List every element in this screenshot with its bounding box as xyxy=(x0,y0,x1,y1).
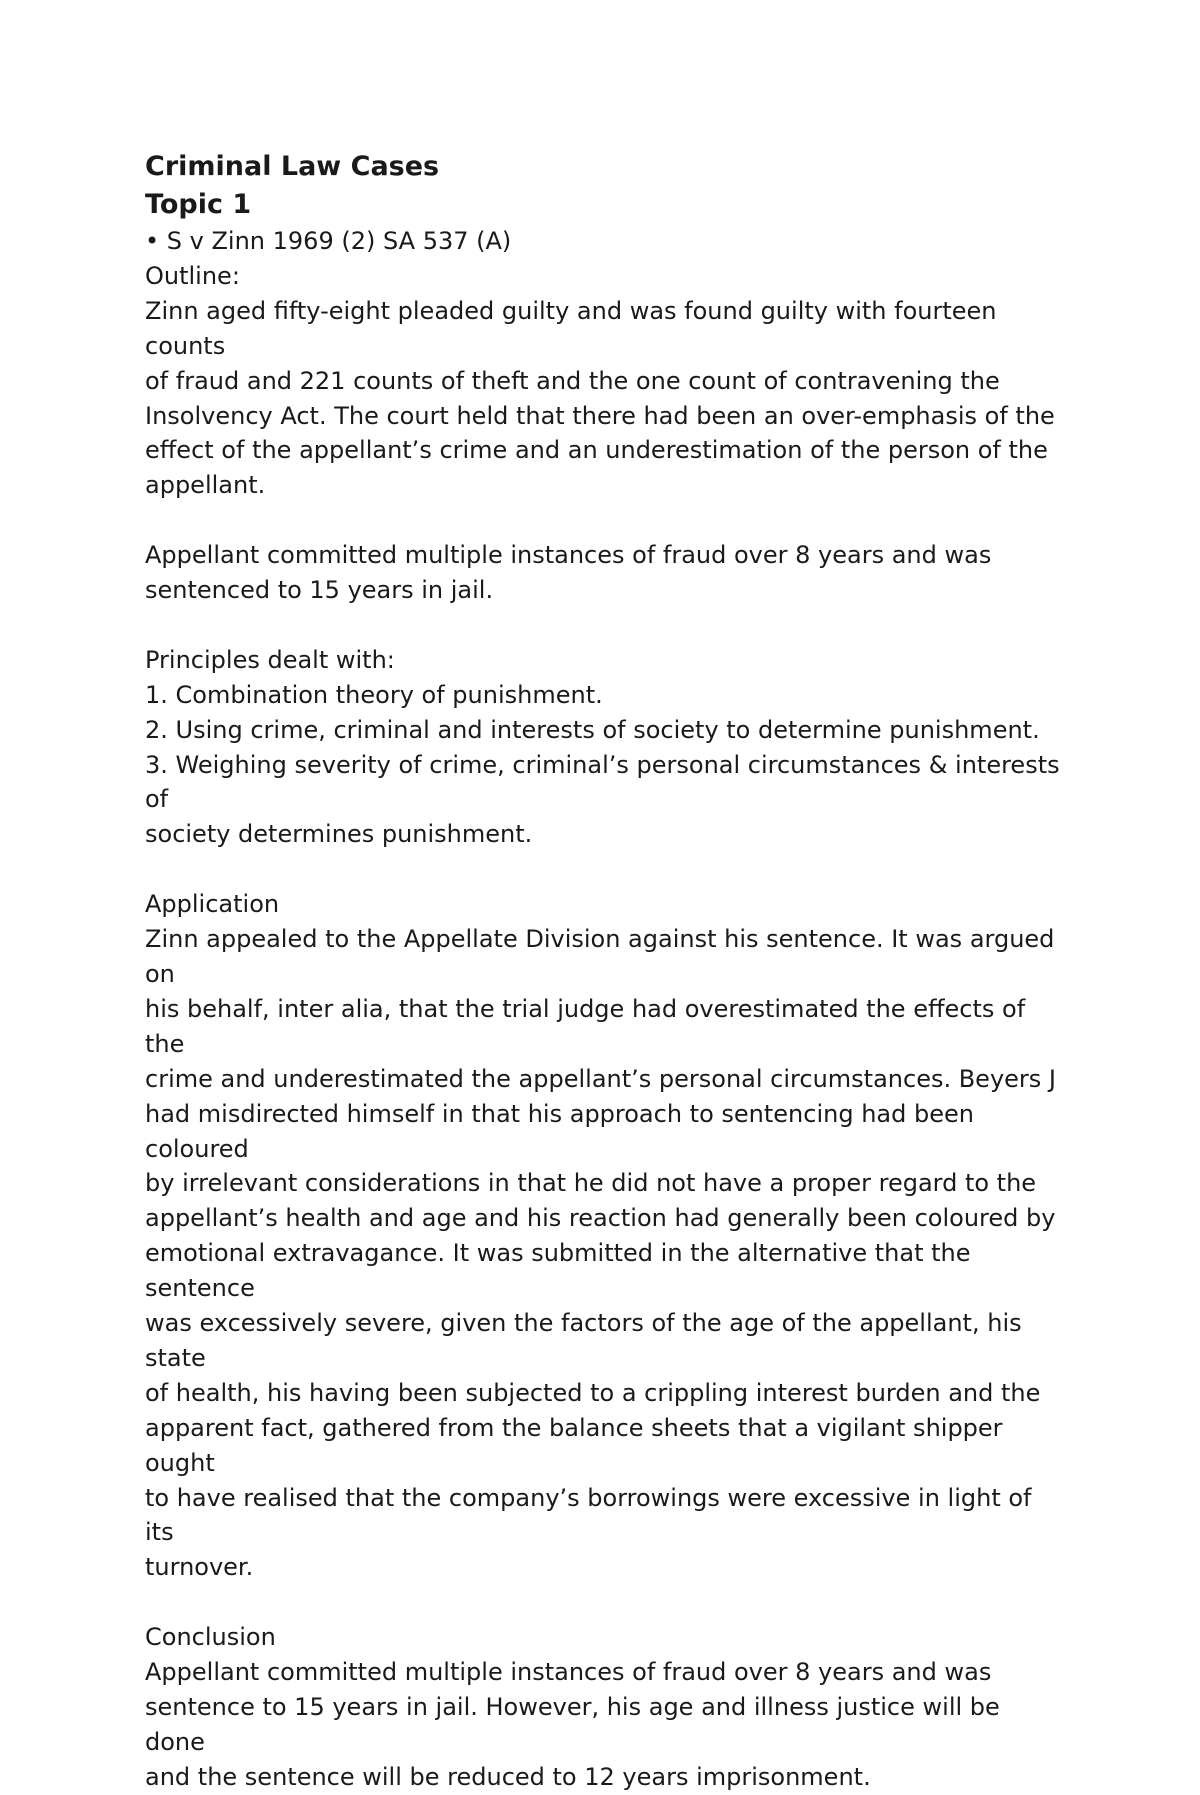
paragraph-spacer xyxy=(145,1585,1065,1620)
text-line: and the sentence will be reduced to 12 years imprisonment. xyxy=(145,1762,871,1791)
outline-paragraph xyxy=(145,294,1065,503)
conclusion-paragraph xyxy=(145,1655,1065,1795)
principles-list xyxy=(145,678,1065,853)
text-line: effect of the appellant’s crime and an underestimation of the person of the xyxy=(145,436,1048,465)
text-line: appellant’s health and age and his reaction had generally been coloured by xyxy=(145,1204,1056,1233)
paragraph-spacer xyxy=(145,852,1065,887)
text-line: of health, his having been subjected to a crippling interest burden and the xyxy=(145,1378,1041,1407)
text-line: sentenced to 15 years in jail. xyxy=(145,576,494,605)
paragraph-spacer xyxy=(145,503,1065,538)
application-paragraph xyxy=(145,922,1065,1585)
text-line: turnover. xyxy=(145,1553,254,1582)
text-line: his behalf, inter alia, that the trial judge had overestimated the effects of the xyxy=(145,994,1026,1058)
list-item: 1. Combination theory of punishment. xyxy=(145,680,603,709)
conclusion-heading: Conclusion xyxy=(145,1623,276,1652)
text-line: had misdirected himself in that his approach to sentencing had been coloured xyxy=(145,1099,974,1163)
text-line: by irrelevant considerations in that he did not have a proper regard to the xyxy=(145,1169,1037,1198)
text-line: emotional extravagance. It was submitted in the alternative that the sentence xyxy=(145,1239,971,1303)
text-line: sentence to 15 years in jail. However, his age and illness justice will be done xyxy=(145,1693,1000,1756)
text-line: Zinn aged fifty-eight pleaded guilty and was found guilty with fourteen counts xyxy=(145,296,997,360)
list-item: 3. Weighing severity of crime, criminal’s personal circumstances & interests of xyxy=(145,750,1060,814)
text-line: Appellant committed multiple instances of fraud over 8 years and was xyxy=(145,541,992,570)
text-line: appellant. xyxy=(145,471,266,500)
list-item: society determines punishment. xyxy=(145,820,533,849)
text-line: was excessively severe, given the factors of the age of the appellant, his state xyxy=(145,1309,1022,1372)
text-line: of fraud and 221 counts of theft and the one count of contravening the xyxy=(145,366,1000,395)
case-citation: • S v Zinn 1969 (2) SA 537 (A) xyxy=(145,227,512,255)
text-line: Appellant committed multiple instances of fraud over 8 years and was xyxy=(145,1658,992,1687)
document-title: Criminal Law Cases xyxy=(145,151,440,182)
summary-paragraph xyxy=(145,538,1065,608)
document-body xyxy=(145,148,1065,1795)
topic-heading: Topic 1 xyxy=(145,189,252,220)
text-line: Zinn appealed to the Appellate Division against his sentence. It was argued on xyxy=(145,925,1055,988)
paragraph-spacer xyxy=(145,608,1065,643)
application-heading: Application xyxy=(145,890,280,919)
list-item: 2. Using crime, criminal and interests of society to determine punishment. xyxy=(145,715,1040,744)
outline-heading: Outline: xyxy=(145,261,240,290)
text-line: crime and underestimated the appellant’s personal circumstances. Beyers J xyxy=(145,1064,1056,1093)
text-line: Insolvency Act. The court held that there had been an over-emphasis of the xyxy=(145,401,1055,430)
principles-heading: Principles dealt with: xyxy=(145,645,395,674)
text-line: to have realised that the company’s borrowings were excessive in light of its xyxy=(145,1483,1032,1547)
text-line: apparent fact, gathered from the balance sheets that a vigilant shipper ought xyxy=(145,1413,1003,1477)
